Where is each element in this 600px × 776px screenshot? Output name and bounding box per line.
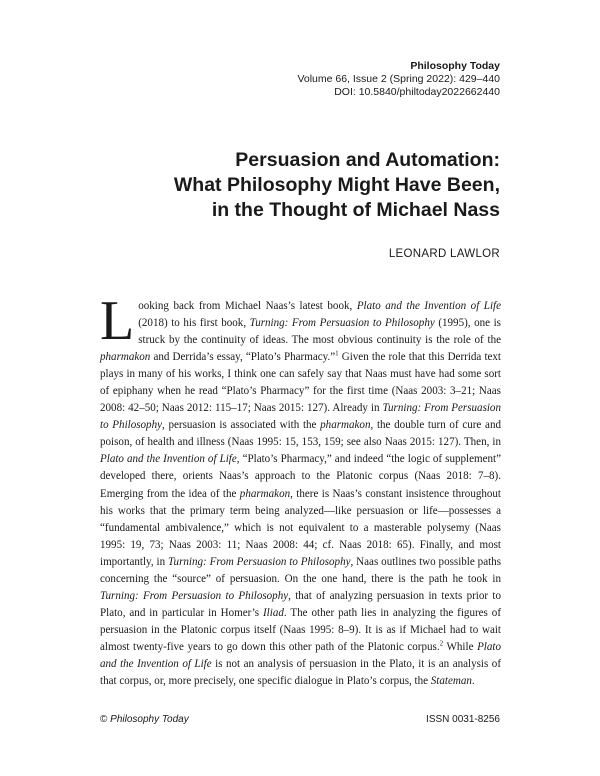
footer-issn: ISSN 0031-8256 xyxy=(426,714,500,725)
text-run: . The other path lies in analyzing the figures of persuasion in the Platonic corpus itself (Naas 1995: 8–9). It is as if Michael had to wait almost twenty-five years to go down this other path of the Platonic corpus. xyxy=(100,606,501,653)
title-line-2: What Philosophy Might Have Been, xyxy=(173,174,500,196)
article-title xyxy=(80,148,500,223)
text-run: ooking back from Michael Naas’s latest book, xyxy=(138,300,357,312)
italic-run: Plato and the Invention of Life xyxy=(100,453,237,466)
title-line-1: Persuasion and Automation: xyxy=(235,149,500,171)
title-line-3: in the Thought of Michael Nass xyxy=(211,199,500,221)
journal-doi: DOI: 10.5840/philtoday2022662440 xyxy=(334,86,500,98)
text-run: and Derrida’s essay, “Plato’s Pharmacy.” xyxy=(150,351,336,364)
body-paragraph xyxy=(100,290,502,688)
italic-run: pharmakon xyxy=(100,351,151,364)
italic-run: Turning: From Persuasion to Philosophy xyxy=(100,589,289,602)
italic-run: Plato and the Invention of Life xyxy=(100,640,501,670)
text-run: (2018) to his first book, xyxy=(138,317,250,330)
text-run: , Naas outlines two possible paths concerning the “source” of persuasion. On the one hand, there is the path he took in xyxy=(100,555,501,585)
journal-issue: Volume 66, Issue 2 (Spring 2022): 429–440 xyxy=(297,73,500,85)
text-run: Given the role that this Derrida text plays in many of his works, I think one can safely say that Naas must have had some sort of epiphany when he read “Plato’s Pharmacy” for the first time (Naas 2003: 3–21; Naas 2008: 42–50; Naas 2012: 115–17; Naas 2015: 127). Already in xyxy=(100,351,502,415)
drop-cap: L xyxy=(100,290,135,352)
italic-run: Stateman xyxy=(430,675,472,688)
text-run: , persuasion is associated with the xyxy=(162,419,321,432)
author-name: LEONARD LAWLOR xyxy=(388,248,500,260)
text-run: , that of analyzing persuasion in texts prior to Plato, and in particular in Homer’s xyxy=(100,589,501,619)
italic-run: Turning: From Persuasion to Philosophy xyxy=(249,317,435,330)
text-run: , there is Naas’s constant insistence throughout his works that the primary term being analyzed—like persuasion or life—possesses a “fundamental ambivalence,” which is not equivalent to a masterable polysemy (Naas 1995: 19, 73; Naas 2003: 11; Naas 2008: 44; cf. Naas 2018: 65). Finally, and most importantly, in xyxy=(100,487,501,568)
footer-copyright xyxy=(100,714,189,725)
text-run: (1995), one is struck by the continuity of ideas. The most obvious continuity is the role of the xyxy=(138,317,501,347)
copyright-journal: Philosophy Today xyxy=(110,714,189,725)
italic-run: Turning: From Persuasion to Philosophy xyxy=(168,555,351,568)
journal-header xyxy=(297,60,500,99)
text-run: While xyxy=(443,640,478,653)
italic-run: Turning: From Persuasion to Philosophy xyxy=(100,402,501,432)
text-run: . xyxy=(471,675,475,688)
text-run: , “Plato’s Pharmacy,” and indeed “the logic of supplement” developed there, orients Naas’s approach to the Platonic corpus (Naas 2018: 7–8). Emerging from the idea of the xyxy=(100,453,501,500)
copyright-symbol: © xyxy=(100,714,108,725)
italic-run: pharmakon xyxy=(239,487,291,500)
footnote-ref[interactable]: 1 xyxy=(335,349,339,358)
text-run: is not an analysis of persuasion in the Plato, it is an analysis of that corpus, or, more precisely, one specific dialogue in Plato’s corpus, the xyxy=(100,657,501,688)
footnote-ref[interactable]: 2 xyxy=(439,639,444,648)
journal-name: Philosophy Today xyxy=(410,60,500,72)
italic-run: Plato and the Invention of Life xyxy=(356,300,501,312)
italic-run: Iliad xyxy=(263,606,284,619)
text-run: , the double turn of cure and poison, of health and illness (Naas 1995: 15, 153, 159; see also Naas 2015: 127). Then, in xyxy=(100,419,501,449)
italic-run: pharmakon xyxy=(320,419,371,432)
body-text xyxy=(100,290,502,690)
